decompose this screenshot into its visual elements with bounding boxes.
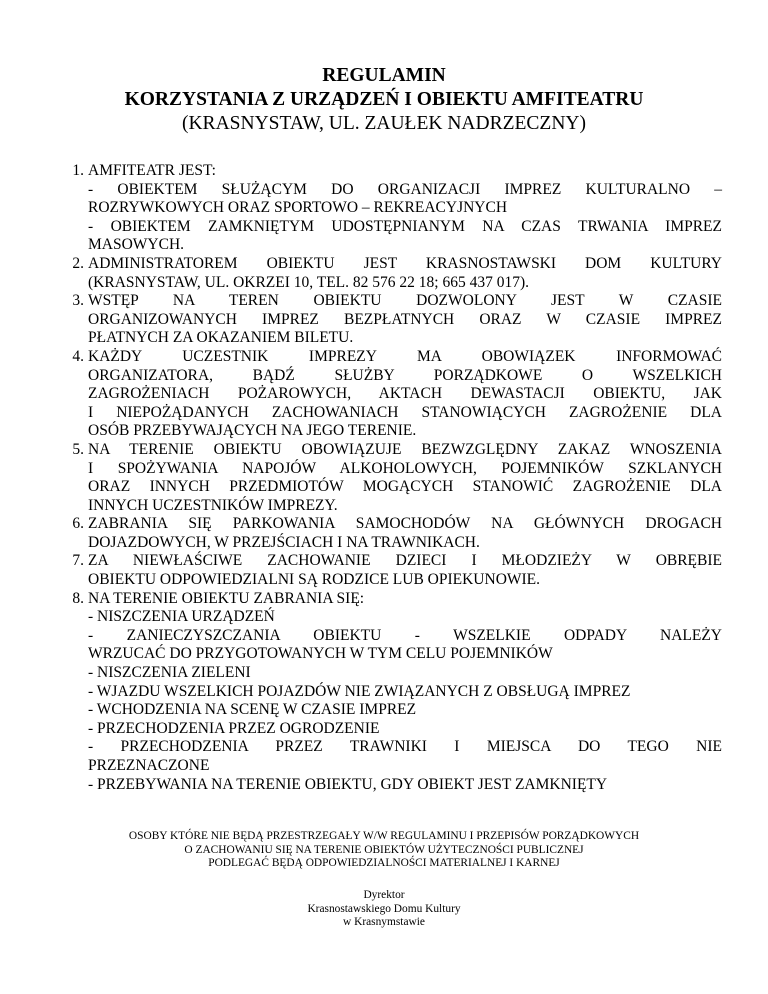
rule-item: [44, 441, 722, 515]
rule-line: - ZANIECZYSZCZANIA OBIEKTU - WSZELKIE ODPADY NALEŻY: [88, 626, 722, 644]
rule-line: - PRZECHODZENIA PRZEZ TRAWNIKI I MIEJSCA DO TEGO NIE: [88, 738, 722, 756]
rule-number: 7.: [72, 552, 84, 570]
rule-line: ROZRYWKOWYCH ORAZ SPORTOWO – REKREACYJNYCH: [88, 199, 508, 217]
rule-number: 8.: [72, 589, 84, 607]
signature-title: Dyrektor: [363, 889, 405, 901]
rule-line: ZA NIEWŁAŚCIWE ZACHOWANIE DZIECI I MŁODZIEŻY W OBRĘBIE: [88, 552, 722, 570]
rule-line: - WJAZDU WSZELKICH POJAZDÓW NIE ZWIĄZANYCH Z OBSŁUGĄ IMPREZ: [88, 682, 631, 700]
rule-line: ADMINISTRATOREM OBIEKTU JEST KRASNOSTAWSKI DOM KULTURY: [88, 254, 722, 272]
rule-item: [44, 590, 722, 795]
rule-line: ORAZ INNYCH PRZEDMIOTÓW MOGĄCYCH STANOWIĆ ZAGROŻENIE DLA: [88, 478, 722, 496]
rule-line: ZAGROŻENIACH POŻAROWYCH, AKTACH DEWASTACJI OBIEKTU, JAK: [88, 385, 722, 403]
rule-item: [44, 515, 722, 552]
rule-line: - OBIEKTEM ZAMKNIĘTYM UDOSTĘPNIANYM NA CZAS TRWANIA IMPREZ: [88, 217, 722, 235]
rule-number: 5.: [72, 440, 84, 458]
rule-line: NA TERENIE OBIEKTU OBOWIĄZUJE BEZWZGLĘDNY ZAKAZ WNOSZENIA: [88, 440, 722, 458]
rule-line: INNYCH UCZESTNIKÓW IMPREZY.: [88, 496, 338, 514]
rule-line: I SPOŻYWANIA NAPOJÓW ALKOHOLOWYCH, POJEMNIKÓW SZKLANYCH: [88, 459, 722, 477]
rule-line: ZABRANIA SIĘ PARKOWANIA SAMOCHODÓW NA GŁÓWNYCH DROGACH: [88, 515, 722, 533]
rule-line: ORGANIZOWANYCH IMPREZ BEZPŁATNYCH ORAZ W CZASIE IMPREZ: [88, 310, 722, 328]
signature-location: w Krasnymstawie: [343, 916, 425, 929]
footer-notice-line: OSOBY KTÓRE NIE BĘDĄ PRZESTRZEGAŁY W/W REGULAMINU I PRZEPISÓW PORZĄDKOWYCH: [128, 830, 640, 842]
rule-line: OBIEKTU ODPOWIEDZIALNI SĄ RODZICE LUB OPIEKUNOWIE.: [88, 571, 541, 589]
rule-line: KAŻDY UCZESTNIK IMPREZY MA OBOWIĄZEK INFORMOWAĆ: [88, 347, 722, 365]
rule-line: - PRZEBYWANIA NA TERENIE OBIEKTU, GDY OBIEKT JEST ZAMKNIĘTY: [88, 775, 608, 793]
rule-item: [44, 162, 722, 255]
rule-line: I NIEPOŻĄDANYCH ZACHOWANIACH STANOWIĄCYCH ZAGROŻENIE DLA: [88, 403, 722, 421]
footer-notice-line: O ZACHOWANIU SIĘ NA TERENIE OBIEKTÓW UŻYTECZNOŚCI PUBLICZNEJ: [184, 843, 584, 856]
rule-line: PŁATNYCH ZA OKAZANIEM BILETU.: [88, 329, 354, 347]
rule-number: 3.: [72, 292, 84, 310]
footer-notice: [0, 830, 768, 871]
rule-line: MASOWYCH.: [88, 236, 185, 254]
rule-line: - NISZCZENIA URZĄDZEŃ: [88, 608, 275, 626]
rule-line: DOJAZDOWYCH, W PRZEJŚCIACH I NA TRAWNIKACH.: [88, 533, 480, 551]
rule-line: - NISZCZENIA ZIELENI: [88, 664, 251, 682]
signature-institution: Krasnostawskiego Domu Kultury: [307, 902, 461, 915]
document-subtitle: (KRASNYSTAW, UL. ZAUŁEK NADRZECZNY): [181, 113, 586, 134]
document-title: REGULAMIN: [322, 65, 446, 86]
rules-list: [44, 162, 722, 794]
rule-number: 1.: [72, 162, 84, 179]
rule-item: [44, 348, 722, 441]
rule-number: 2.: [72, 254, 84, 272]
rule-item: [44, 255, 722, 292]
rule-number: 6.: [72, 515, 84, 533]
rule-item: [44, 292, 722, 348]
signature-block: [0, 889, 768, 930]
rule-line: NA TERENIE OBIEKTU ZABRANIA SIĘ:: [88, 589, 365, 607]
rule-line: ORGANIZATORA, BĄDŹ SŁUŻBY PORZĄDKOWE O WSZELKICH: [88, 366, 722, 384]
rule-line: - OBIEKTEM SŁUŻĄCYM DO ORGANIZACJI IMPREZ KULTURALNO –: [88, 180, 722, 198]
document-header: [0, 64, 768, 136]
rule-line: WSTĘP NA TEREN OBIEKTU DOZWOLONY JEST W CZASIE: [88, 292, 722, 310]
footer-notice-line: PODLEGAĆ BĘDĄ ODPOWIEDZIALNOŚCI MATERIALNEJ I KARNEJ: [208, 857, 560, 870]
rule-line: PRZEZNACZONE: [88, 757, 210, 774]
rule-line: - WCHODZENIA NA SCENĘ W CZASIE IMPREZ: [88, 701, 417, 719]
rule-line: AMFITEATR JEST:: [88, 162, 216, 179]
rule-number: 4.: [72, 347, 84, 365]
rule-line: (KRASNYSTAW, UL. OKRZEI 10, TEL. 82 576 22 18; 665 437 017).: [88, 273, 529, 291]
document-title-line-2: KORZYSTANIA Z URZĄDZEŃ I OBIEKTU AMFITEATRU: [124, 89, 644, 110]
rule-line: WRZUCAĆ DO PRZYGOTOWANYCH W TYM CELU POJEMNIKÓW: [88, 645, 553, 663]
rule-line: - PRZECHODZENIA PRZEZ OGRODZENIE: [88, 719, 380, 737]
rule-line: OSÓB PRZEBYWAJĄCYCH NA JEGO TERENIE.: [88, 422, 417, 440]
rule-item: [44, 552, 722, 589]
